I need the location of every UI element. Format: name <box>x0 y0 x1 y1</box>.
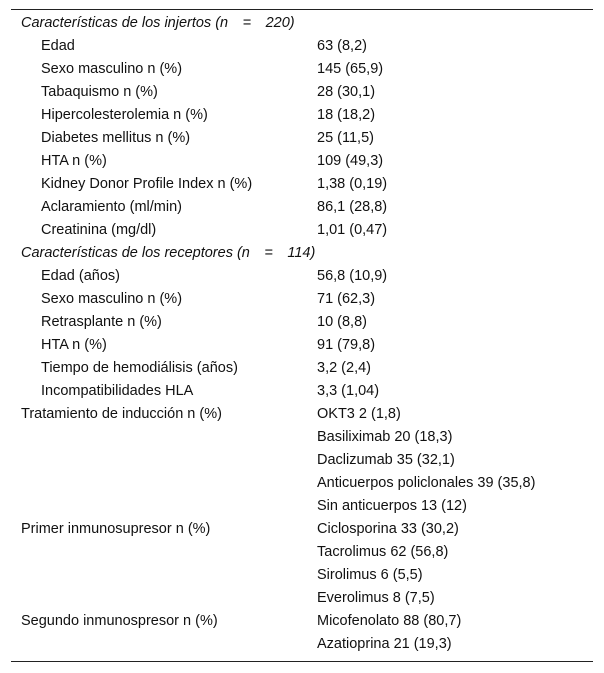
row-value: 18 (18,2) <box>317 107 376 123</box>
table-row <box>11 35 593 58</box>
table-row <box>11 403 593 426</box>
row-value: Sin anticuerpos 13 (12) <box>317 498 467 514</box>
row-value: 1,01 (0,47) <box>317 222 388 238</box>
row-label: Creatinina (mg/dl) <box>41 222 157 238</box>
row-value: 145 (65,9) <box>317 61 384 77</box>
row-label: Aclaramiento (ml/min) <box>41 199 182 215</box>
row-value: Tacrolimus 62 (56,8) <box>317 544 449 560</box>
row-value: 109 (49,3) <box>317 153 384 169</box>
row-value: Micofenolato 88 (80,7) <box>317 613 462 629</box>
row-label: Tiempo de hemodiálisis (años) <box>41 360 238 376</box>
row-value: 3,3 (1,04) <box>317 383 380 399</box>
row-value: 3,2 (2,4) <box>317 360 371 376</box>
row-value: 86,1 (28,8) <box>317 199 388 215</box>
row-value: Daclizumab 35 (32,1) <box>317 452 455 468</box>
table-row <box>11 104 593 127</box>
table-row <box>11 334 593 357</box>
row-value: Ciclosporina 33 (30,2) <box>317 521 459 537</box>
row-label: Tabaquismo n (%) <box>41 84 158 100</box>
row-label: Edad <box>41 38 75 54</box>
table-row <box>11 587 593 610</box>
section-header-row <box>11 242 593 265</box>
row-value: OKT3 2 (1,8) <box>317 406 401 422</box>
row-value: 25 (11,5) <box>317 130 374 146</box>
row-label: Diabetes mellitus n (%) <box>41 130 191 146</box>
row-label: HTA n (%) <box>41 337 107 353</box>
table-body <box>11 12 593 656</box>
row-value: 71 (62,3) <box>317 291 376 307</box>
table-row <box>11 311 593 334</box>
row-value: 63 (8,2) <box>317 38 367 54</box>
row-label: Retrasplante n (%) <box>41 314 162 330</box>
row-value: Sirolimus 6 (5,5) <box>317 567 423 583</box>
table-row <box>11 127 593 150</box>
row-label: Sexo masculino n (%) <box>41 291 183 307</box>
characteristics-table <box>11 9 593 662</box>
row-label: Hipercolesterolemia n (%) <box>41 107 208 123</box>
table-row <box>11 472 593 495</box>
row-value: Azatioprina 21 (19,3) <box>317 636 452 652</box>
table-row <box>11 81 593 104</box>
table-row <box>11 357 593 380</box>
row-value: 56,8 (10,9) <box>317 268 388 284</box>
row-value: 91 (79,8) <box>317 337 376 353</box>
table-row <box>11 541 593 564</box>
table-row <box>11 564 593 587</box>
table-row <box>11 633 593 656</box>
table-row <box>11 288 593 311</box>
row-label: Segundo inmunospresor n (%) <box>21 613 218 629</box>
table-row <box>11 518 593 541</box>
section-title: Características de los receptores (n = 114) <box>21 245 316 261</box>
row-value: Anticuerpos policlonales 39 (35,8) <box>317 475 536 491</box>
row-label: Edad (años) <box>41 268 120 284</box>
table-row <box>11 610 593 633</box>
table-row <box>11 219 593 242</box>
row-label: Kidney Donor Profile Index n (%) <box>41 176 253 192</box>
row-value: 1,38 (0,19) <box>317 176 388 192</box>
row-label: HTA n (%) <box>41 153 107 169</box>
row-label: Incompatibilidades HLA <box>41 383 194 399</box>
section-title: Características de los injertos (n = 220) <box>21 15 295 31</box>
row-value: Basiliximab 20 (18,3) <box>317 429 453 445</box>
row-value: 28 (30,1) <box>317 84 376 100</box>
table-row <box>11 150 593 173</box>
table-row <box>11 495 593 518</box>
section-header-row <box>11 12 593 35</box>
row-value: Everolimus 8 (7,5) <box>317 590 435 606</box>
table-row <box>11 173 593 196</box>
table-row <box>11 380 593 403</box>
table-row <box>11 265 593 288</box>
row-label: Sexo masculino n (%) <box>41 61 183 77</box>
table-row <box>11 449 593 472</box>
row-label: Tratamiento de inducción n (%) <box>21 406 222 422</box>
table-row <box>11 58 593 81</box>
table-row <box>11 426 593 449</box>
row-value: 10 (8,8) <box>317 314 367 330</box>
table-row <box>11 196 593 219</box>
row-label: Primer inmunosupresor n (%) <box>21 521 211 537</box>
